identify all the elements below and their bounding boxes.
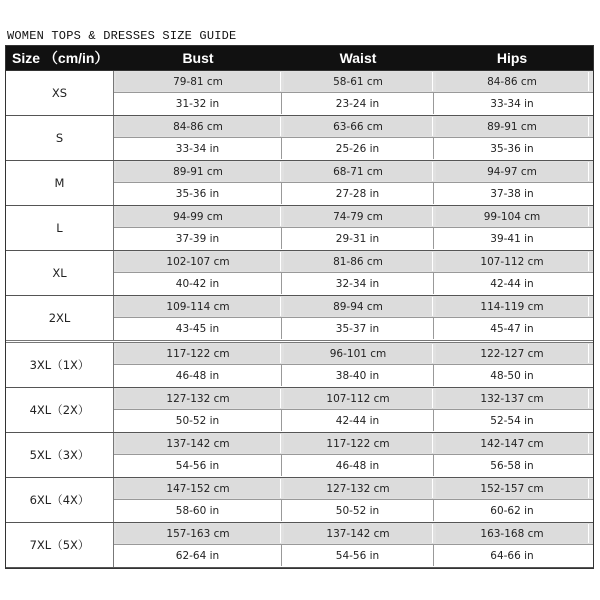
waist-cm: 68-71 cm [284,162,433,181]
waist-in: 32-34 in [282,273,434,294]
bust-cm: 84-86 cm [116,117,281,136]
bust-cm: 79-81 cm [116,72,281,91]
size-label: 6XL（4X） [6,478,114,522]
hips-in: 48-50 in [490,369,534,382]
cm-row [114,523,593,545]
waist-in: 46-48 in [282,455,434,476]
hips-cm: 122-127 cm [436,344,589,363]
size-group [6,433,593,478]
hips-cm: 152-157 cm [436,479,589,498]
bust-in: 37-39 in [114,228,282,249]
hips-in: 35-36 in [490,142,534,155]
cm-row [114,161,593,183]
hips-cm: 107-112 cm [436,252,589,271]
waist-in: 35-37 in [282,318,434,339]
size-group [6,523,593,568]
size-label: 5XL（3X） [6,433,114,477]
in-row [114,228,593,249]
bust-in: 33-34 in [114,138,282,159]
hips-in: 52-54 in [490,414,534,427]
bust-cm: 102-107 cm [116,252,281,271]
bust-cm: 109-114 cm [116,297,281,316]
bust-in: 40-42 in [114,273,282,294]
in-row [114,138,593,159]
hips-cm: 142-147 cm [436,434,589,453]
size-group [6,343,593,388]
waist-in: 54-56 in [282,545,434,566]
cm-row [114,478,593,500]
cm-row [114,206,593,228]
bust-in: 58-60 in [114,500,282,521]
size-label: L [6,206,114,250]
in-row [114,273,593,294]
header-hips: Hips [496,50,528,66]
in-row [114,365,593,386]
hips-in: 37-38 in [490,187,534,200]
waist-cm: 58-61 cm [284,72,433,91]
bust-cm: 147-152 cm [116,479,281,498]
hips-cm: 94-97 cm [436,162,589,181]
waist-in: 27-28 in [282,183,434,204]
in-row [114,500,593,521]
size-label: 4XL（2X） [6,388,114,432]
table-header [6,46,593,71]
page-title: WOMEN TOPS & DRESSES SIZE GUIDE [7,29,237,43]
in-row [114,455,593,476]
in-row [114,318,593,339]
size-label: 2XL [6,296,114,340]
size-group [6,71,593,116]
hips-cm: 132-137 cm [436,389,589,408]
waist-cm: 81-86 cm [284,252,433,271]
bust-in: 50-52 in [114,410,282,431]
size-label: 3XL（1X） [6,343,114,387]
in-row [114,93,593,114]
waist-cm: 107-112 cm [284,389,433,408]
bust-in: 62-64 in [114,545,282,566]
bust-in: 35-36 in [114,183,282,204]
bust-in: 43-45 in [114,318,282,339]
bust-cm: 94-99 cm [116,207,281,226]
in-row [114,410,593,431]
size-table [5,45,594,569]
hips-in: 39-41 in [490,232,534,245]
hips-cm: 84-86 cm [436,72,589,91]
size-group [6,388,593,433]
size-group [6,478,593,523]
waist-cm: 96-101 cm [284,344,433,363]
size-label: XL [6,251,114,295]
size-group [6,116,593,161]
hips-in: 64-66 in [490,549,534,562]
waist-cm: 117-122 cm [284,434,433,453]
waist-cm: 137-142 cm [284,524,433,543]
cm-row [114,433,593,455]
in-row [114,545,593,566]
in-row [114,183,593,204]
hips-in: 42-44 in [490,277,534,290]
hips-in: 56-58 in [490,459,534,472]
hips-cm: 114-119 cm [436,297,589,316]
waist-cm: 127-132 cm [284,479,433,498]
bust-in: 46-48 in [114,365,282,386]
header-waist: Waist [339,50,377,66]
size-label: S [6,116,114,160]
hips-in: 60-62 in [490,504,534,517]
cm-row [114,388,593,410]
size-label: XS [6,71,114,115]
size-label: M [6,161,114,205]
hips-in: 45-47 in [490,322,534,335]
cm-row [114,71,593,93]
size-group [6,296,593,343]
size-group [6,251,593,296]
bust-cm: 117-122 cm [116,344,281,363]
bust-cm: 127-132 cm [116,389,281,408]
hips-cm: 163-168 cm [436,524,589,543]
cm-row [114,251,593,273]
header-bust: Bust [182,50,214,66]
size-group [6,161,593,206]
cm-row [114,116,593,138]
bust-cm: 137-142 cm [116,434,281,453]
cm-row [114,296,593,318]
waist-in: 38-40 in [282,365,434,386]
waist-in: 25-26 in [282,138,434,159]
bust-in: 54-56 in [114,455,282,476]
waist-in: 29-31 in [282,228,434,249]
waist-cm: 74-79 cm [284,207,433,226]
hips-cm: 99-104 cm [436,207,589,226]
waist-in: 50-52 in [282,500,434,521]
size-label: 7XL（5X） [6,523,114,567]
waist-cm: 89-94 cm [284,297,433,316]
hips-cm: 89-91 cm [436,117,589,136]
hips-in: 33-34 in [490,97,534,110]
bust-in: 31-32 in [114,93,282,114]
waist-in: 23-24 in [282,93,434,114]
bust-cm: 157-163 cm [116,524,281,543]
cm-row [114,343,593,365]
bust-cm: 89-91 cm [116,162,281,181]
header-size: Size （cm/in） [12,50,109,66]
size-group [6,206,593,251]
waist-cm: 63-66 cm [284,117,433,136]
waist-in: 42-44 in [282,410,434,431]
